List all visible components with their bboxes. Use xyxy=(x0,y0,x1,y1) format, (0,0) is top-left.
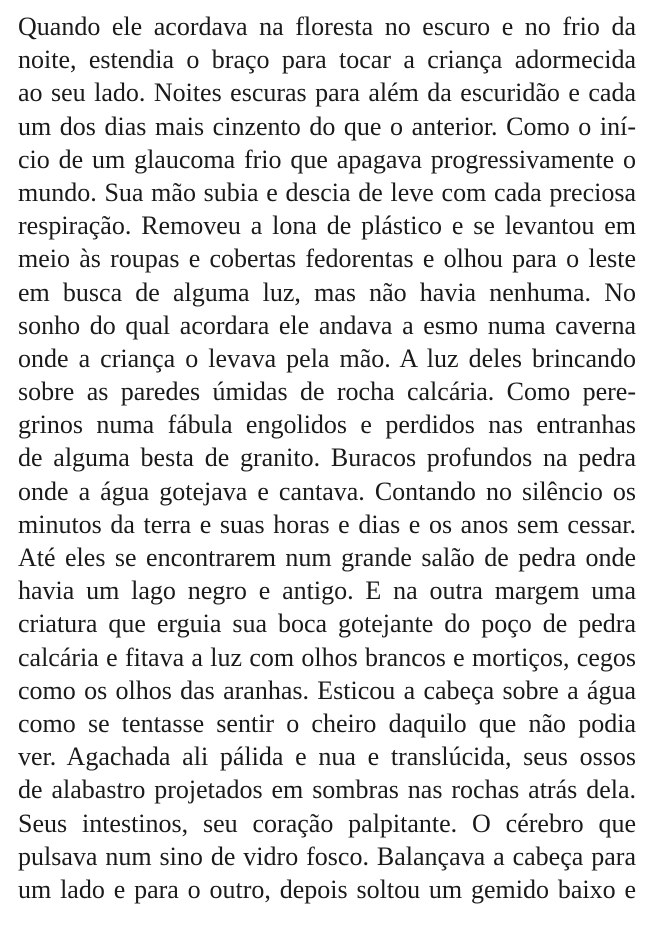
text-line: onde a criança o levava pela mão. A luz deles brincando xyxy=(18,343,636,373)
text-line: como se tentasse sentir o cheiro daquilo que não podia xyxy=(18,708,636,738)
text-line: grinos numa fábula engolidos e perdidos nas entranhas xyxy=(18,410,636,440)
text-line: um lado e para o outro, depois soltou um gemido baixo e xyxy=(18,874,636,904)
text-line: ao seu lado. Noites escuras para além da escuridão e cada xyxy=(18,78,636,108)
text-line: calcária e fitava a luz com olhos brancos e mortiços, cegos xyxy=(18,642,636,672)
text-line: Quando ele acordava na floresta no escuro e no frio da xyxy=(18,12,636,41)
text-line: onde a água gotejava e cantava. Contando no silêncio os xyxy=(18,476,636,506)
text-line: ver. Agachada ali pálida e nua e translúcida, seus ossos xyxy=(18,742,636,772)
text-line: mundo. Sua mão subia e descia de leve com cada preciosa xyxy=(18,177,636,207)
text-line: pulsava num sino de vidro fosco. Balançava a cabeça para xyxy=(18,841,636,871)
body-text xyxy=(18,10,636,906)
text-line: de alguma besta de granito. Buracos profundos na pedra xyxy=(18,443,636,473)
text-line: respiração. Removeu a lona de plástico e se levantou em xyxy=(18,211,636,241)
text-line: sonho do qual acordara ele andava a esmo numa caverna xyxy=(18,310,636,340)
text-line: cio de um glaucoma frio que apagava progressivamente o xyxy=(18,144,636,174)
text-line: Seus intestinos, seu coração palpitante. O cérebro que xyxy=(18,808,636,838)
text-line: noite, estendia o braço para tocar a criança adormecida xyxy=(18,45,636,75)
text-line: minutos da terra e suas horas e dias e os anos sem cessar. xyxy=(18,509,636,539)
text-line: meio às roupas e cobertas fedorentas e olhou para o leste xyxy=(18,244,636,274)
text-line: como os olhos das aranhas. Esticou a cabeça sobre a água xyxy=(18,675,636,705)
text-line: havia um lago negro e antigo. E na outra margem uma xyxy=(18,576,636,606)
text-line: Até eles se encontrarem num grande salão de pedra onde xyxy=(18,543,636,572)
text-line: de alabastro projetados em sombras nas rochas atrás dela. xyxy=(18,775,636,805)
text-line: em busca de alguma luz, mas não havia nenhuma. No xyxy=(18,277,636,307)
text-line: um dos dias mais cinzento do que o anterior. Como o iní- xyxy=(18,111,636,141)
text-line: sobre as paredes úmidas de rocha calcária. Como pere- xyxy=(18,377,636,407)
text-line: criatura que erguia sua boca gotejante do poço de pedra xyxy=(18,609,636,639)
